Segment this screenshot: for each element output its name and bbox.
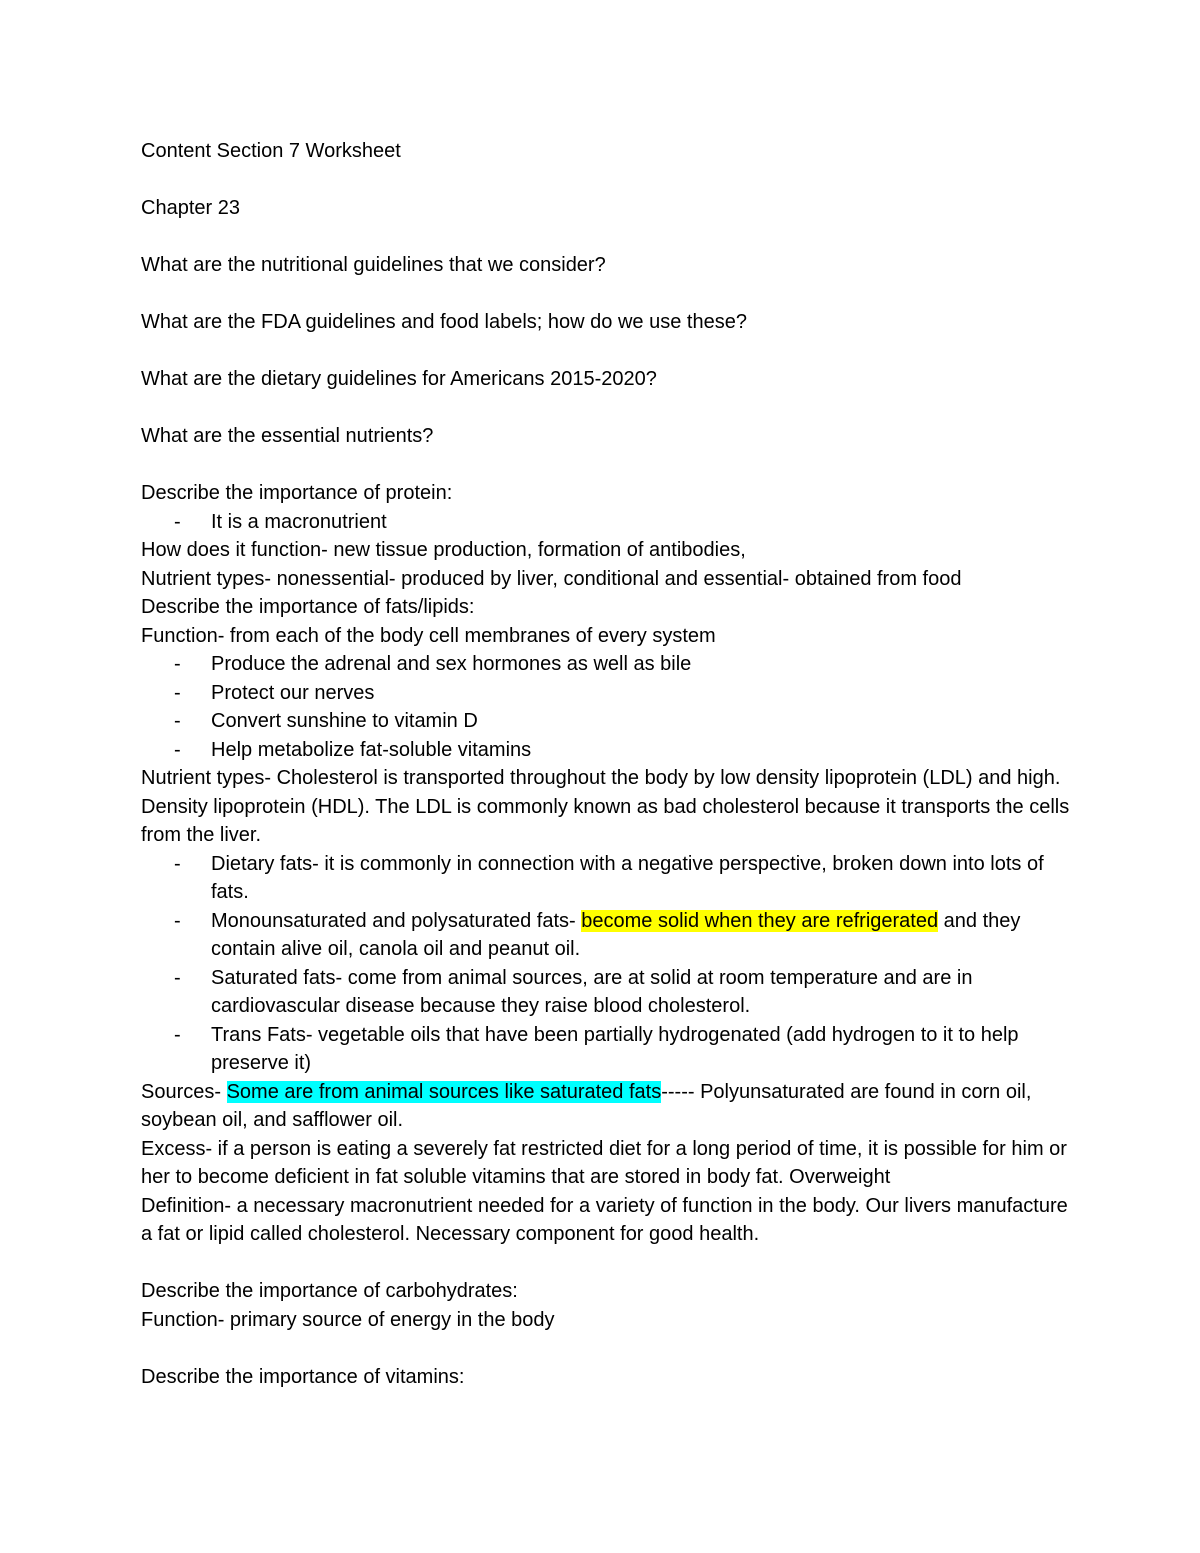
fats-function-bullet: [141, 650, 1071, 679]
fats-function-bullet: [141, 707, 1071, 736]
blank-line: [141, 337, 1071, 366]
fats-type-bullet-unsaturated: [141, 907, 1071, 964]
fats-type-text-after: and they contain alive oil, canola oil and peanut oil.: [211, 909, 1021, 960]
fats-function-list: [141, 650, 1071, 764]
fats-nutrient-types: Nutrient types- Cholesterol is transported throughout the body by low density lipoprotein (LDL) and high. Density lipoprotein (HDL). The LDL is commonly known as bad cholesterol because it transports the cells from the liver.: [141, 767, 1070, 846]
fats-type-bullet-trans: [141, 1021, 1071, 1078]
fats-function-bullet: [141, 679, 1071, 708]
fats-sources-after: ----- Polyunsaturated are found in corn oil, soybean oil, and safflower oil.: [141, 1080, 1032, 1131]
protein-heading: Describe the importance of protein:: [141, 482, 453, 504]
question-essential-nutrients: What are the essential nutrients?: [141, 425, 434, 447]
fats-function-bullet-text: Help metabolize fat-soluble vitamins: [211, 738, 532, 761]
fats-excess: Excess- if a person is eating a severely fat restricted diet for a long period of time, it is possible for him or her to become deficient in fat soluble vitamins that are stored in body fat. Overweight: [141, 1137, 1067, 1188]
yellow-highlight: become solid when they are refrigerated: [581, 909, 939, 932]
blank-line: [141, 1334, 1071, 1363]
document-title: Content Section 7 Worksheet: [141, 140, 401, 162]
fats-definition: Definition- a necessary macronutrient needed for a variety of function in the body. Our livers manufacture a fat or lipid called cholesterol. Necessary component for good health.: [141, 1194, 1068, 1245]
blank-line: [141, 223, 1071, 252]
dash-bullet: -: [174, 710, 181, 732]
fats-types-list: [141, 850, 1071, 1078]
protein-nutrient-types: Nutrient types- nonessential- produced by liver, conditional and essential- obtained from food: [141, 567, 962, 590]
protein-bullet-list: [141, 508, 1071, 537]
fats-type-text-before: Monounsaturated and polysaturated fats-: [211, 909, 582, 932]
document-body: [141, 137, 1071, 1391]
fats-function-bullet-text: Protect our nerves: [211, 681, 375, 704]
fats-function-bullet-text: Convert sunshine to vitamin D: [211, 710, 478, 732]
blank-line: [141, 1249, 1071, 1278]
cyan-highlight: Some are from animal sources like saturated fats: [226, 1080, 662, 1103]
fats-type-bullet-dietary: [141, 850, 1071, 907]
dash-bullet: -: [174, 653, 181, 675]
dash-bullet: -: [174, 966, 181, 989]
question-nutritional-guidelines: What are the nutritional guidelines that we consider?: [141, 254, 606, 276]
fats-type-text: Dietary fats- it is commonly in connection with a negative perspective, broken down into lots of fats.: [211, 852, 1044, 903]
blank-line: [141, 394, 1071, 423]
fats-heading: Describe the importance of fats/lipids:: [141, 596, 475, 618]
fats-function: Function- from each of the body cell membranes of every system: [141, 624, 716, 647]
carbohydrates-heading: Describe the importance of carbohydrates:: [141, 1280, 518, 1302]
fats-function-bullet-text: Produce the adrenal and sex hormones as well as bile: [211, 653, 692, 675]
fats-type-text: Trans Fats- vegetable oils that have been partially hydrogenated (add hydrogen to it to help preserve it): [211, 1023, 1019, 1074]
blank-line: [141, 280, 1071, 309]
dash-bullet: -: [174, 681, 181, 704]
fats-type-bullet-saturated: [141, 964, 1071, 1021]
dash-bullet: -: [174, 738, 181, 761]
dash-bullet: -: [174, 510, 181, 533]
carbohydrates-function: Function- primary source of energy in the body: [141, 1308, 555, 1331]
fats-sources-before: Sources-: [141, 1080, 227, 1103]
fats-type-text: Saturated fats- come from animal sources, are at solid at room temperature and are in cardiovascular disease because they raise blood cholesterol.: [211, 966, 973, 1017]
blank-line: [141, 166, 1071, 195]
dash-bullet: -: [174, 909, 181, 932]
protein-function: How does it function- new tissue production, formation of antibodies,: [141, 539, 746, 561]
fats-sources: [141, 1078, 1071, 1135]
protein-bullet: [141, 508, 1071, 537]
dash-bullet: -: [174, 852, 181, 875]
chapter-heading: Chapter 23: [141, 197, 240, 219]
dash-bullet: -: [174, 1023, 181, 1046]
blank-line: [141, 451, 1071, 480]
fats-function-bullet: [141, 736, 1071, 765]
question-fda-guidelines: What are the FDA guidelines and food labels; how do we use these?: [141, 311, 747, 333]
question-dietary-guidelines: What are the dietary guidelines for Americans 2015-2020?: [141, 368, 657, 390]
vitamins-heading: Describe the importance of vitamins:: [141, 1365, 465, 1388]
protein-bullet-text: It is a macronutrient: [211, 510, 387, 533]
